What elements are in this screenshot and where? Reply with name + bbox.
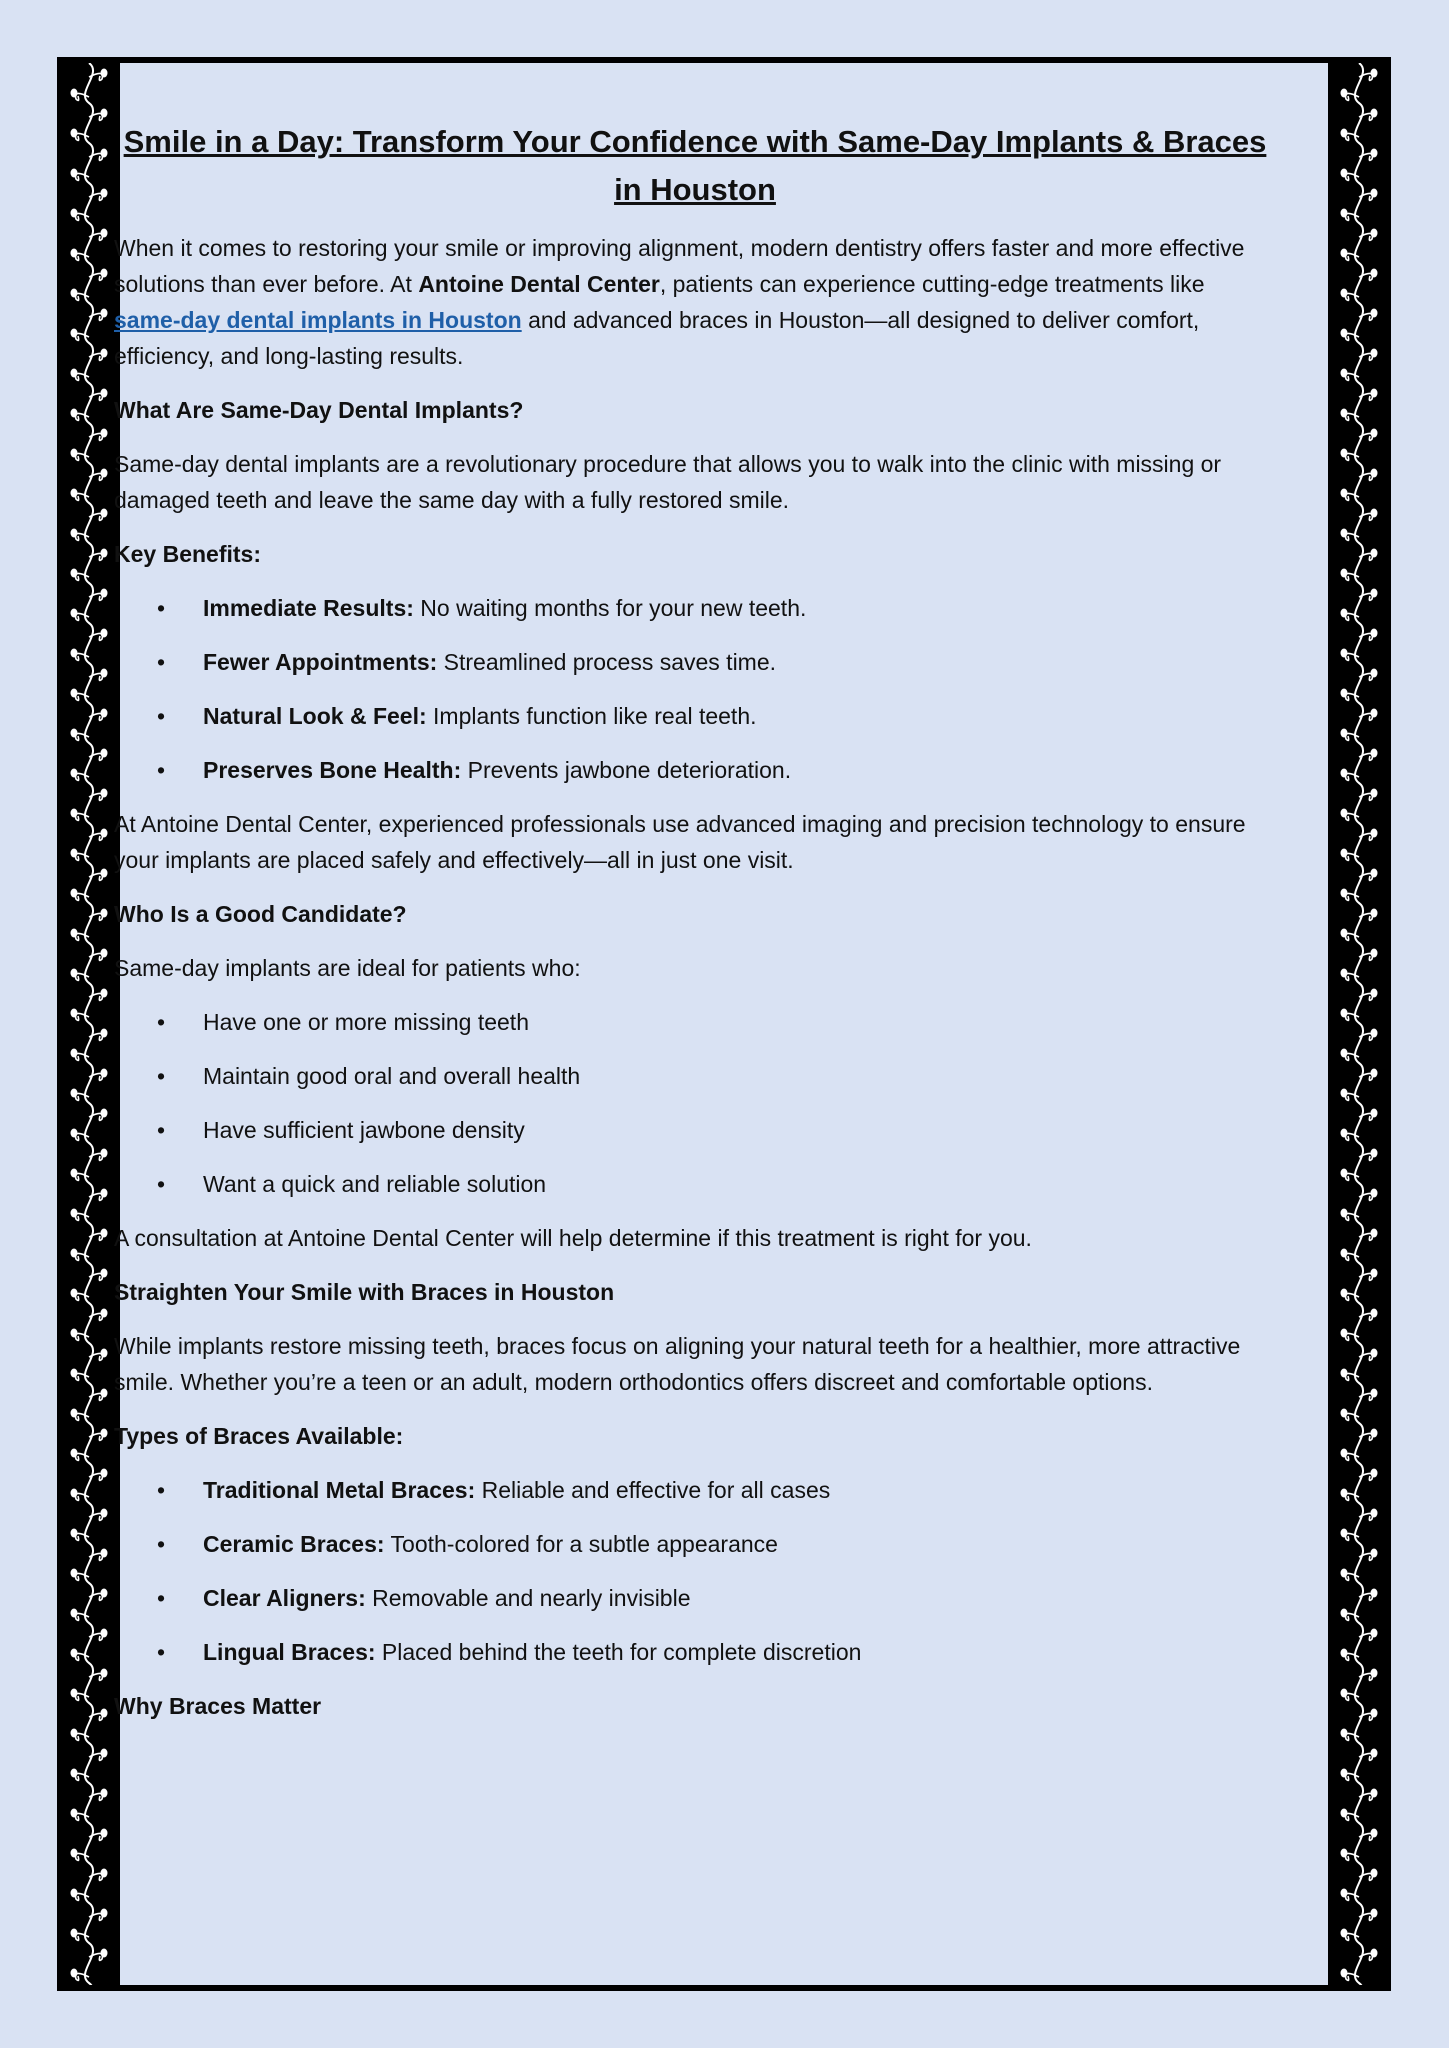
bullet-icon: • bbox=[157, 1063, 166, 1089]
list-item: • Ceramic Braces: Tooth-colored for a subtle appearance bbox=[114, 1526, 1276, 1562]
bullet-icon: • bbox=[157, 649, 166, 675]
braces-types-list bbox=[114, 1472, 1276, 1670]
list-item: • Maintain good oral and overall health bbox=[114, 1058, 1276, 1094]
candidate-intro: Same-day implants are ideal for patients who: bbox=[114, 955, 581, 981]
list-item: • Clear Aligners: Removable and nearly invisible bbox=[114, 1580, 1276, 1616]
braces-heading: Straighten Your Smile with Braces in Houston bbox=[114, 1279, 615, 1305]
why-braces-heading: Why Braces Matter bbox=[114, 1693, 322, 1719]
list-item: • Preserves Bone Health: Prevents jawbone deterioration. bbox=[114, 752, 1276, 788]
candidate-heading: Who Is a Good Candidate? bbox=[114, 901, 407, 927]
vine-border-right-ornament bbox=[1333, 63, 1385, 1985]
bullet-icon: • bbox=[157, 1531, 166, 1557]
list-item: • Lingual Braces: Placed behind the teeth for complete discretion bbox=[114, 1634, 1276, 1670]
implants-heading: What Are Same-Day Dental Implants? bbox=[114, 397, 524, 423]
candidate-closing: A consultation at Antoine Dental Center will help determine if this treatment is right for you. bbox=[114, 1225, 1032, 1251]
implants-paragraph: Same-day dental implants are a revolutionary procedure that allows you to walk into the clinic with missing or damaged teeth and leave the same day with a fully restored smile. bbox=[114, 451, 1222, 513]
benefits-list bbox=[114, 590, 1276, 788]
intro-paragraph: When it comes to restoring your smile or improving alignment, modern dentistry offers faster and more effective solutions than ever before. At Antoine Dental Center, patients can experience cutting-edge treatments like same-day dental implants in Houston and advanced braces in Houston—all designed to deliver comfort, efficiency, and long-lasting results. bbox=[114, 235, 1245, 369]
list-item: • Want a quick and reliable solution bbox=[114, 1166, 1276, 1202]
same-day-implants-link[interactable]: same-day dental implants in Houston bbox=[114, 307, 522, 333]
bullet-icon: • bbox=[157, 595, 166, 621]
vine-border-left-ornament bbox=[63, 63, 115, 1985]
bullet-icon: • bbox=[157, 1639, 166, 1665]
bullet-icon: • bbox=[157, 1009, 166, 1035]
clinic-name: Antoine Dental Center bbox=[418, 271, 660, 297]
bullet-icon: • bbox=[157, 1117, 166, 1143]
list-item: • Fewer Appointments: Streamlined process saves time. bbox=[114, 644, 1276, 680]
benefits-heading: Key Benefits: bbox=[114, 541, 261, 567]
braces-paragraph: While implants restore missing teeth, braces focus on aligning your natural teeth for a healthier, more attractive smile. Whether you’re a teen or an adult, modern orthodontics offers discreet and comfortable options. bbox=[114, 1333, 1241, 1395]
document-content bbox=[114, 118, 1276, 1742]
implants-closing-paragraph: At Antoine Dental Center, experienced professionals use advanced imaging and precision technology to ensure your implants are placed safely and effectively—all in just one visit. bbox=[114, 811, 1246, 873]
page-title: Smile in a Day: Transform Your Confidence with Same-Day Implants & Braces in Houston bbox=[123, 124, 1267, 207]
bullet-icon: • bbox=[157, 757, 166, 783]
braces-types-heading: Types of Braces Available: bbox=[114, 1423, 404, 1449]
candidate-list bbox=[114, 1004, 1276, 1202]
bullet-icon: • bbox=[157, 1477, 166, 1503]
list-item: • Natural Look & Feel: Implants function like real teeth. bbox=[114, 698, 1276, 734]
bullet-icon: • bbox=[157, 703, 166, 729]
list-item: • Have sufficient jawbone density bbox=[114, 1112, 1276, 1148]
list-item: • Have one or more missing teeth bbox=[114, 1004, 1276, 1040]
list-item: • Traditional Metal Braces: Reliable and effective for all cases bbox=[114, 1472, 1276, 1508]
bullet-icon: • bbox=[157, 1585, 166, 1611]
list-item: • Immediate Results: No waiting months for your new teeth. bbox=[114, 590, 1276, 626]
bullet-icon: • bbox=[157, 1171, 166, 1197]
